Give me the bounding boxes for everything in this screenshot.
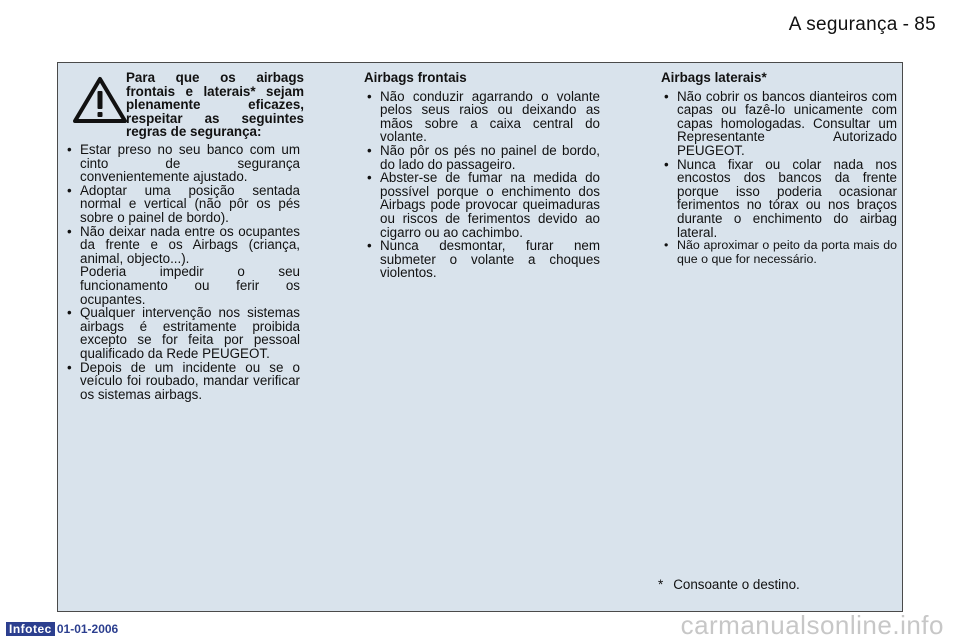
column-front-airbags: [364, 71, 600, 280]
warning-block: [64, 70, 304, 143]
side-airbags-list: [661, 90, 897, 267]
footer-date: 01-01-2006: [56, 622, 119, 636]
content-panel: [57, 62, 903, 612]
section-title: A segurança: [788, 14, 898, 35]
safety-rules-list: [64, 143, 300, 265]
warning-line: frontais e laterais* sejam: [126, 83, 304, 99]
list-item: • Adoptar uma posição sentada normal e vertical (não pôr os pés sobre o painel de bordo).: [64, 184, 300, 225]
warning-line: Para que os airbags: [126, 70, 304, 85]
list-item: • Não cobrir os bancos dianteiros com capas ou fazê-lo unicamente com capas homologadas. Consultar um Representante Autorizado PEUGEOT.: [661, 90, 897, 158]
footer: [6, 622, 118, 636]
title-separator: -: [902, 14, 910, 35]
list-item: • Não deixar nada entre os ocupantes da frente e os Airbags (criança, animal, objecto...).: [64, 225, 300, 266]
list-item: • Depois de um incidente ou se o veículo foi roubado, mandar verificar os sistemas airbags.: [64, 361, 300, 402]
warning-triangle-icon: [72, 75, 128, 125]
watermark: carmanualsonline.info: [680, 610, 944, 640]
list-item: • Abster-se de fumar na medida do possível porque o enchimento dos Airbags pode provocar queimaduras ou riscos de ferimentos devido ao cigarro ou ao cachimbo.: [364, 171, 600, 239]
infotec-logo: Infotec: [6, 622, 55, 636]
warning-line: respeitar as seguintes: [126, 110, 304, 126]
warning-line: regras de segurança:: [126, 124, 262, 140]
footnote-mark: *: [658, 577, 664, 592]
list-item: • Nunca desmontar, furar nem submeter o volante a choques violentos.: [364, 239, 600, 280]
list-sub-paragraph: Poderia impedir o seu funcionamento ou ferir os ocupantes.: [80, 264, 300, 307]
page-number: 85: [914, 14, 936, 35]
list-item: • Qualquer intervenção nos sistemas airbags é estritamente proibida excepto se for feita por pessoal qualificado da Rede PEUGEOT.: [64, 306, 300, 360]
footnote-text: Consoante o destino.: [673, 577, 800, 592]
list-item: • Não conduzir agarrando o volante pelos seus raios ou deixando as mãos sobre a caixa central do volante.: [364, 90, 600, 144]
front-airbags-list: [364, 90, 600, 280]
safety-rules-list-continued: [64, 306, 300, 401]
list-item: • Nunca fixar ou colar nada nos encostos dos bancos da frente porque isso poderia ocasionar ferimentos no tórax ou nos braços durante o enchimento do airbag lateral.: [661, 158, 897, 240]
column-side-airbags: [661, 71, 897, 266]
warning-text: [126, 71, 304, 139]
page-title: [789, 14, 936, 36]
section-heading: Airbags frontais: [364, 70, 467, 85]
list-item: • Não aproximar o peito da porta mais do que o que for necessário.: [661, 239, 897, 266]
column-safety-rules: [64, 70, 304, 402]
section-heading: Airbags laterais*: [661, 70, 767, 85]
footnote: [658, 577, 800, 592]
warning-line: plenamente eficazes,: [126, 97, 304, 113]
list-item: • Não pôr os pés no painel de bordo, do lado do passageiro.: [364, 144, 600, 171]
list-item: • Estar preso no seu banco com um cinto de segurança convenientemente ajustado.: [64, 143, 300, 184]
